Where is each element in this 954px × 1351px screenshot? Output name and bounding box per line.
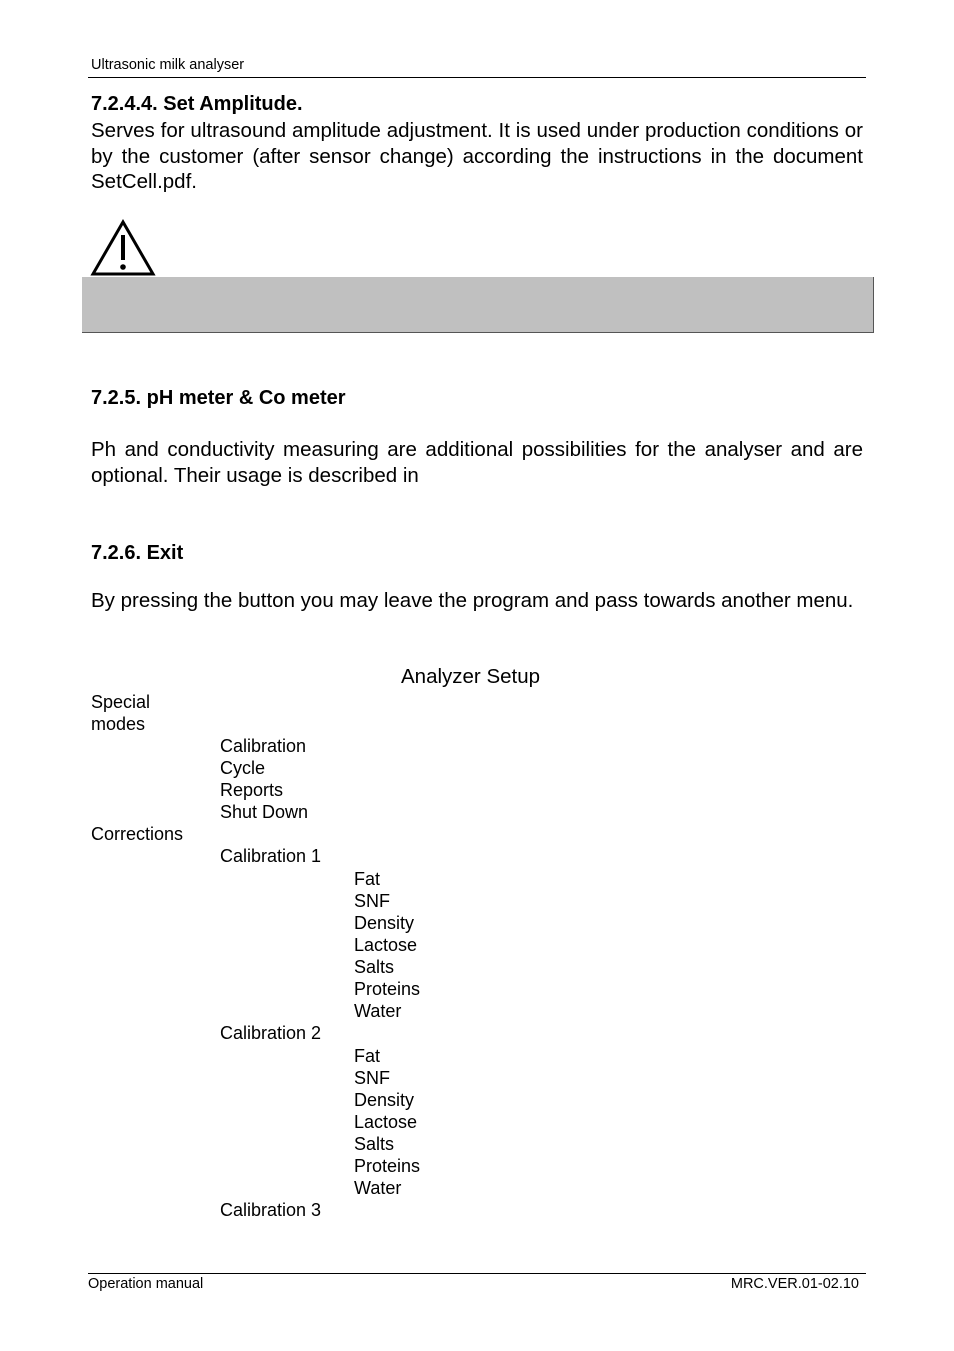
- tree-item-special-shutdown: Shut Down: [220, 802, 309, 822]
- tree-leaf-cal2-water: Water: [354, 1178, 402, 1198]
- tree-item-calibration-1: Calibration 1: [220, 846, 322, 866]
- section-title-ph-meter: 7.2.5. pH meter & Co meter: [91, 387, 346, 409]
- tree-leaf-cal2-proteins: Proteins: [354, 1156, 421, 1176]
- paragraph-set-amplitude: Serves for ultrasound amplitude adjustment. It is used under production conditions or by the customer (after sensor change) according the instructions in the document SetCell.pdf.: [91, 119, 863, 194]
- section-title-set-amplitude: 7.2.4.4. Set Amplitude.: [91, 93, 303, 115]
- tree-label-corrections: Corrections: [91, 824, 184, 844]
- tree-leaf-cal1-fat: Fat: [354, 869, 381, 889]
- tree-label-modes: modes: [91, 714, 146, 734]
- header-divider: [88, 77, 866, 78]
- running-header: Ultrasonic milk analyser: [91, 57, 245, 73]
- tree-leaf-cal1-salts: Salts: [354, 957, 395, 977]
- paragraph-ph-meter: Ph and conductivity measuring are additional possibilities for the analyser and are optional. Their usage is described in: [91, 438, 863, 487]
- warning-box: [82, 277, 874, 333]
- tree-leaf-cal2-fat: Fat: [354, 1046, 381, 1066]
- tree-leaf-cal1-density: Density: [354, 913, 415, 933]
- tree-item-special-calibration: Calibration: [220, 736, 307, 756]
- paragraph-exit: By pressing the button you may leave the program and pass towards another menu.: [91, 589, 854, 612]
- footer-right: MRC.VER.01-02.10: [730, 1276, 859, 1292]
- warning-triangle-icon: [90, 219, 156, 277]
- tree-title: Analyzer Setup: [401, 665, 541, 688]
- tree-leaf-cal1-water: Water: [354, 1001, 402, 1021]
- tree-item-special-cycle: Cycle: [220, 758, 266, 778]
- tree-label-special: Special: [91, 692, 151, 712]
- tree-leaf-cal2-salts: Salts: [354, 1134, 395, 1154]
- tree-leaf-cal1-proteins: Proteins: [354, 979, 421, 999]
- section-title-exit: 7.2.6. Exit: [91, 542, 184, 564]
- tree-leaf-cal2-snf: SNF: [354, 1068, 390, 1088]
- footer-left: Operation manual: [88, 1276, 204, 1292]
- tree-leaf-cal1-snf: SNF: [354, 891, 390, 911]
- tree-leaf-cal2-lactose: Lactose: [354, 1112, 418, 1132]
- tree-leaf-cal2-density: Density: [354, 1090, 415, 1110]
- tree-leaf-cal1-lactose: Lactose: [354, 935, 418, 955]
- footer-divider: [88, 1273, 866, 1274]
- tree-item-calibration-2: Calibration 2: [220, 1023, 322, 1043]
- tree-item-special-reports: Reports: [220, 780, 284, 800]
- tree-item-calibration-3: Calibration 3: [220, 1200, 322, 1220]
